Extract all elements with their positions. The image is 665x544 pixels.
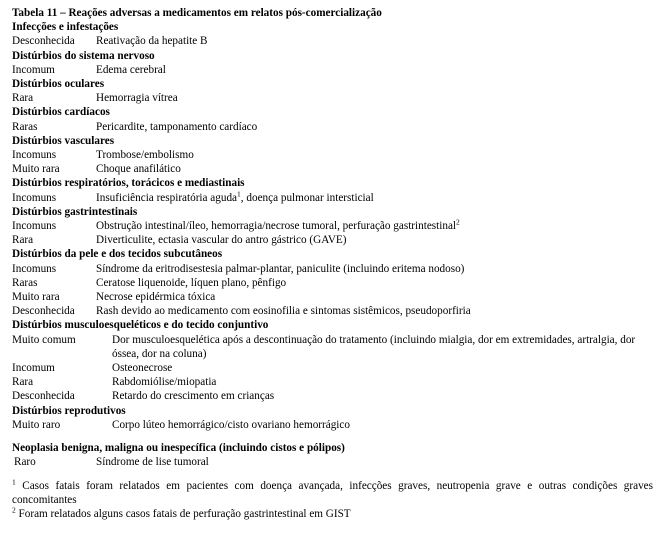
- table-row: [12, 219, 653, 233]
- section-heading: Distúrbios oculares: [12, 78, 105, 91]
- table-row: [12, 63, 653, 77]
- reaction-description: Ceratose liquenoide, líquen plano, pênfigo: [96, 276, 287, 289]
- table-row: [12, 455, 653, 469]
- footnote: [12, 476, 653, 507]
- table-title: Tabela 11 – Reações adversas a medicamentos em relatos pós-comercialização: [12, 7, 382, 19]
- section-heading: Distúrbios reprodutivos: [12, 404, 126, 417]
- table-row: [12, 91, 653, 105]
- section-heading: Distúrbios do sistema nervoso: [12, 49, 155, 62]
- frequency-label: Rara: [12, 376, 34, 389]
- reaction-description: Osteonecrose: [112, 362, 173, 375]
- frequency-label: Incomuns: [12, 262, 57, 275]
- reaction-description: Síndrome da eritrodisestesia palmar-plantar, paniculite (incluindo eritema nodoso): [96, 262, 465, 275]
- table-row: [12, 418, 653, 432]
- table-row: [12, 120, 653, 134]
- frequency-label: Rara: [12, 234, 34, 247]
- section-heading: Distúrbios respiratórios, torácicos e mediastinais: [12, 177, 245, 190]
- table-row: [12, 162, 653, 176]
- frequency-label: Incomum: [12, 63, 55, 76]
- reaction-description: Rash devido ao medicamento com eosinofilia e sintomas sistêmicos, pseudoporfiria: [96, 305, 471, 318]
- footnote-text: Foram relatados alguns casos fatais de perfuração gastrintestinal em GIST: [15, 507, 351, 520]
- reaction-description: Síndrome de lise tumoral: [96, 456, 209, 469]
- section-heading: Distúrbios gastrintestinais: [12, 205, 138, 218]
- reaction-description: Edema cerebral: [96, 63, 166, 76]
- section-heading: Distúrbios musculoesqueléticos e do tecido conjuntivo: [12, 319, 269, 332]
- frequency-label: Desconhecida: [12, 305, 75, 318]
- frequency-label: Raras: [12, 276, 38, 289]
- reaction-description: Insuficiência respiratória aguda$^1$, doença pulmonar intersticial: [96, 188, 374, 204]
- section-heading: Infecções e infestações: [12, 21, 119, 34]
- table-row: [12, 188, 653, 205]
- reaction-description: Dor musculoesquelética após a descontinuação do tratamento (incluindo mialgia, dor em extremidades, artralgia, dor óssea, dor na coluna): [112, 333, 636, 360]
- reaction-description: Diverticulite, ectasia vascular do antro gástrico (GAVE): [96, 234, 347, 247]
- reaction-description: Pericardite, tamponamento cardíaco: [96, 120, 258, 133]
- adverse-reactions-table: [12, 20, 653, 432]
- section-heading: Distúrbios da pele e dos tecidos subcutâneos: [12, 248, 223, 261]
- table-row: [12, 333, 653, 361]
- frequency-label: Raras: [12, 120, 38, 133]
- table-row: [12, 375, 653, 389]
- reaction-description: Choque anafilático: [96, 163, 181, 176]
- footnote-mark: 2: [12, 505, 16, 515]
- table-row: [12, 290, 653, 304]
- reaction-description: Rabdomiólise/miopatia: [112, 376, 217, 389]
- neoplasia-section: [12, 441, 653, 469]
- table-row: [12, 34, 653, 48]
- footnotes: [12, 476, 653, 522]
- frequency-label: Muito raro: [12, 418, 61, 431]
- footnote-text: Casos fatais foram relatados em pacientes com doença avançada, infecções graves, neutropenia grave e outras condições graves concomitantes: [12, 479, 653, 506]
- footnote-mark: 1: [12, 476, 16, 486]
- reaction-description: Reativação da hepatite B: [96, 35, 208, 48]
- frequency-label: Raro: [14, 456, 36, 469]
- table-row: [12, 148, 653, 162]
- table-row: [12, 233, 653, 247]
- reaction-description: Obstrução intestinal/íleo, hemorragia/necrose tumoral, perfuração gastrintestinal$^2$: [96, 217, 460, 233]
- reaction-description: Corpo lúteo hemorrágico/cisto ovariano hemorrágico: [112, 418, 350, 431]
- frequency-label: Incomum: [12, 362, 55, 375]
- frequency-label: Incomuns: [12, 149, 57, 162]
- frequency-label: Desconhecida: [12, 35, 75, 48]
- section-heading: Neoplasia benigna, maligna ou inespecífica (incluindo cistos e pólipos): [12, 442, 345, 455]
- reaction-description: Hemorragia vítrea: [96, 92, 178, 105]
- footnote-mark: 2: [456, 217, 460, 227]
- frequency-label: Muito rara: [12, 291, 60, 304]
- reaction-description: Retardo do crescimento em crianças: [112, 390, 275, 403]
- footnote: [12, 507, 653, 521]
- table-row: [12, 389, 653, 403]
- reaction-description: Trombose/embolismo: [96, 149, 194, 162]
- footnote-mark: 1: [237, 188, 241, 198]
- table-row: [12, 276, 653, 290]
- table-row: [12, 262, 653, 276]
- frequency-label: Muito rara: [12, 163, 60, 176]
- table-row: [12, 361, 653, 375]
- frequency-label: Muito comum: [12, 333, 76, 346]
- frequency-label: Rara: [12, 92, 34, 105]
- reaction-description: Necrose epidérmica tóxica: [96, 291, 216, 304]
- table-row: [12, 304, 653, 318]
- section-heading: Distúrbios cardíacos: [12, 106, 110, 119]
- frequency-label: Incomuns: [12, 220, 57, 233]
- frequency-label: Incomuns: [12, 191, 57, 204]
- section-heading: Distúrbios vasculares: [12, 134, 115, 147]
- frequency-label: Desconhecida: [12, 390, 75, 403]
